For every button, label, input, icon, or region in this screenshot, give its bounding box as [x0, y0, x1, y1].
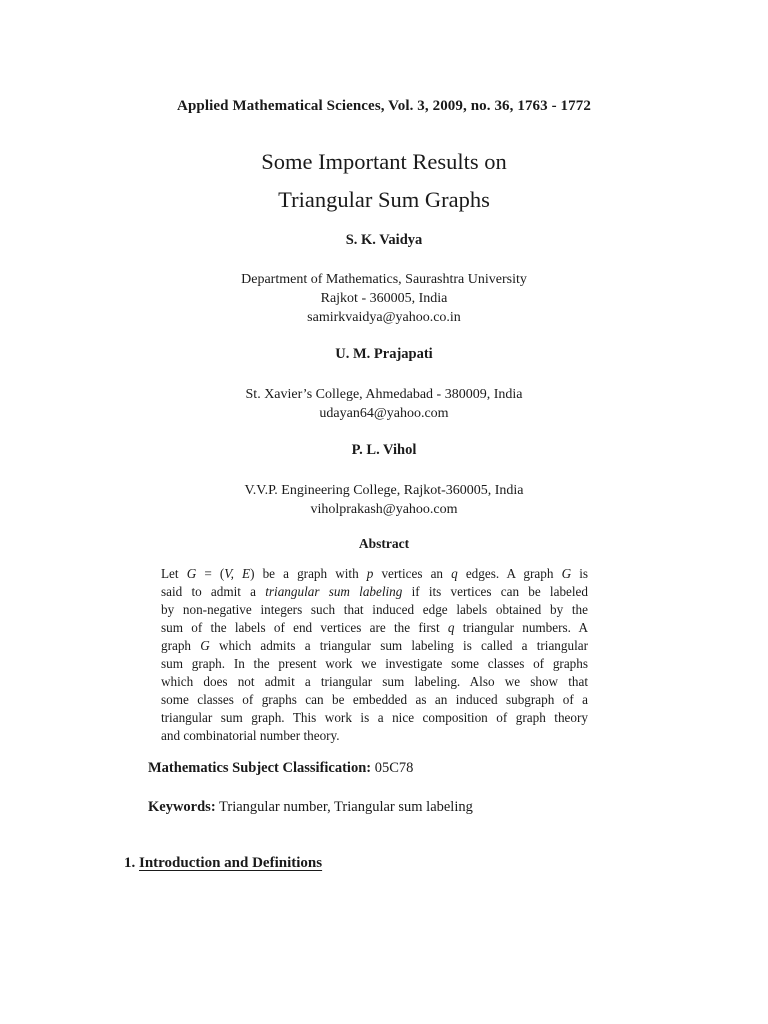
- abstract-body: [161, 565, 588, 745]
- abstract-heading: Abstract: [358, 536, 410, 551]
- abstract-line: sum graph. In the present work we investigate some classes of graphs: [161, 656, 588, 671]
- abstract-italic-text: q: [447, 620, 455, 635]
- affiliation-line: V.V.P. Engineering College, Rajkot-360005, India: [244, 483, 524, 498]
- section-number: 1.: [124, 855, 136, 871]
- author-affiliation-2: [0, 385, 768, 423]
- author-affiliation-3: [0, 481, 768, 519]
- keywords-label: Keywords:: [148, 799, 216, 815]
- keywords-line: [148, 799, 473, 816]
- author-affiliation-1: [0, 270, 768, 327]
- author-email[interactable]: viholprakash@yahoo.com: [310, 502, 458, 517]
- abstract-line: triangular sum graph. This work is a nice composition of graph theory: [161, 710, 588, 725]
- abstract-line: by non-negative integers such that induced edge labels obtained by the: [161, 602, 588, 617]
- abstract-line: some classes of graphs can be embedded as an induced subgraph of a: [161, 692, 588, 707]
- abstract-italic-text: p: [366, 566, 374, 581]
- abstract-italic-text: G: [186, 566, 197, 581]
- abstract-italic-text: q: [451, 566, 458, 581]
- abstract-line: said to admit a triangular sum labeling if its vertices can be labeled: [161, 584, 588, 599]
- msc-label: Mathematics Subject Classification:: [148, 760, 372, 776]
- author-name-1: S. K. Vaidya: [345, 232, 423, 248]
- msc-value: 05C78: [374, 760, 414, 776]
- abstract-italic-text: triangular sum labeling: [265, 584, 403, 599]
- paper-title-line-2: Triangular Sum Graphs: [278, 187, 490, 212]
- paper-title-line-1: Some Important Results on: [261, 149, 507, 174]
- abstract-italic-text: G: [561, 566, 572, 581]
- author-name-2: U. M. Prajapati: [335, 346, 433, 362]
- author-email[interactable]: udayan64@yahoo.com: [319, 406, 449, 421]
- journal-header: Applied Mathematical Sciences, Vol. 3, 2009, no. 36, 1763 - 1772: [177, 98, 591, 114]
- author-name-3: P. L. Vihol: [351, 442, 417, 458]
- affiliation-line: St. Xavier’s College, Ahmedabad - 380009, India: [245, 387, 523, 402]
- author-email[interactable]: samirkvaidya@yahoo.co.in: [307, 310, 461, 325]
- affiliation-line: Department of Mathematics, Saurashtra University: [241, 272, 527, 287]
- section-heading: [124, 855, 322, 872]
- affiliation-line: Rajkot - 360005, India: [320, 291, 448, 306]
- abstract-line: and combinatorial number theory.: [161, 728, 340, 743]
- abstract-line: Let G = (V, E) be a graph with p vertices an q edges. A graph G is: [161, 566, 588, 581]
- section-title: Introduction and Definitions: [139, 855, 323, 871]
- abstract-line: sum of the labels of end vertices are the first q triangular numbers. A: [161, 620, 588, 635]
- abstract-italic-text: V, E: [224, 566, 251, 581]
- keywords-value: Triangular number, Triangular sum labeling: [219, 799, 473, 815]
- abstract-italic-text: G: [200, 638, 210, 653]
- abstract-line: graph G which admits a triangular sum labeling is called a triangular: [161, 638, 588, 653]
- abstract-line: which does not admit a triangular sum labeling. Also we show that: [161, 674, 588, 689]
- msc-line: [148, 760, 413, 777]
